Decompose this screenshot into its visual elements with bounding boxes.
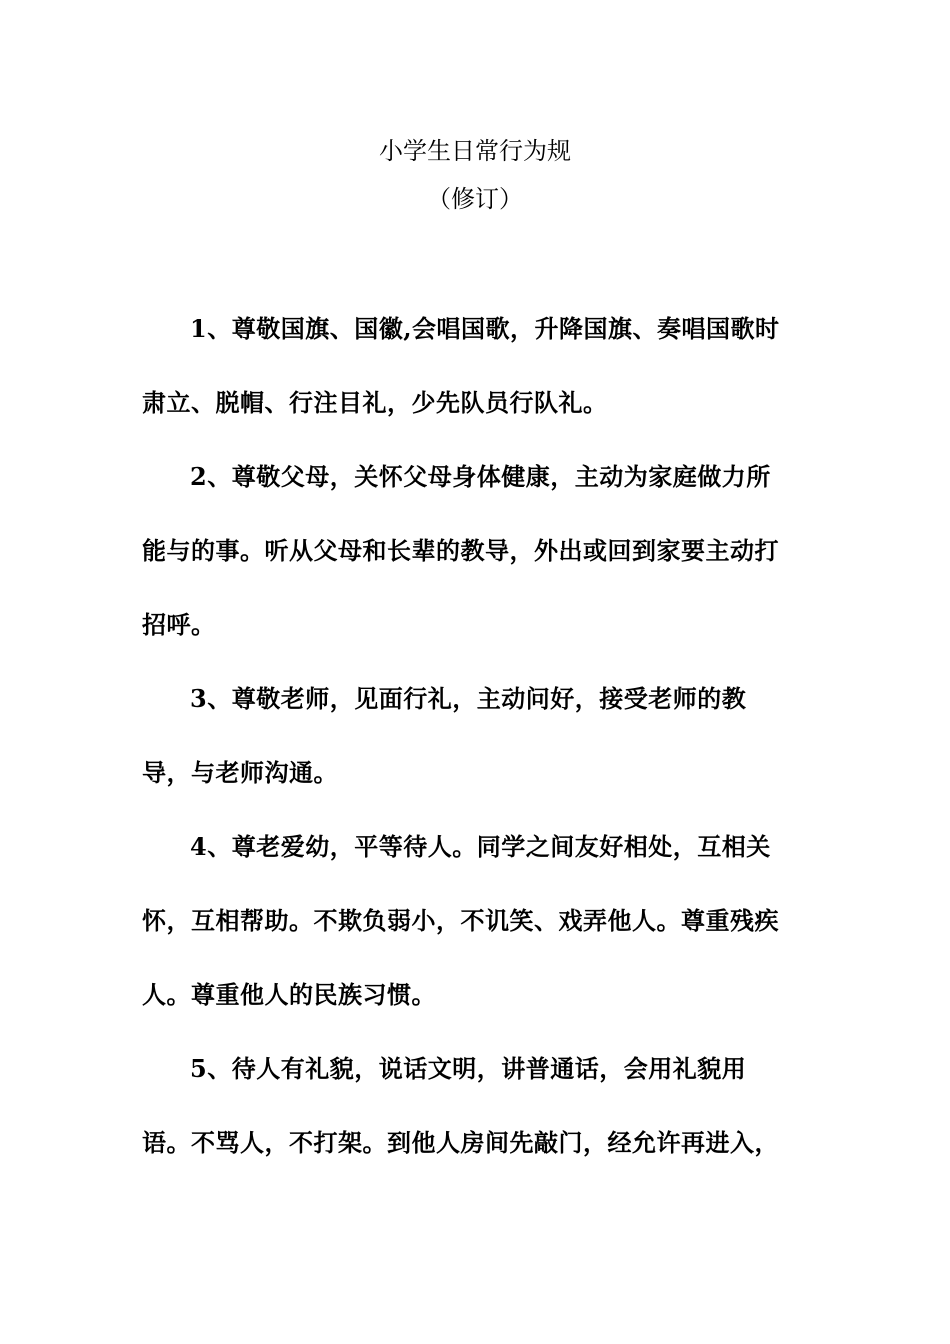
rule-line: 1、尊敬国旗、国徽,会唱国歌，升降国旗、奏唱国歌时 [190, 314, 780, 343]
rule-line: 能与的事。听从父母和长辈的教导，外出或回到家要主动打 [142, 536, 779, 565]
rule-line: 2、尊敬父母，关怀父母身体健康，主动为家庭做力所 [190, 462, 771, 491]
rule-line: 招呼。 [142, 610, 216, 639]
rule-line: 怀，互相帮助。不欺负弱小，不讥笑、戏弄他人。尊重残疾 [142, 906, 779, 935]
rule-item [142, 1032, 812, 1180]
rule-line: 导，与老师沟通。 [142, 758, 338, 787]
rule-item [142, 292, 812, 440]
document-subtitle: （修订） [427, 185, 523, 213]
rule-line: 语。不骂人，不打架。到他人房间先敲门，经允许再进入， [142, 1128, 779, 1157]
rule-item [142, 810, 812, 1032]
rule-item [142, 440, 812, 662]
rule-item [142, 662, 812, 810]
rule-line: 5、待人有礼貌，说话文明，讲普通话，会用礼貌用 [190, 1054, 747, 1083]
rule-line: 3、尊敬老师，见面行礼，主动问好，接受老师的教 [190, 684, 747, 713]
rules-list [142, 292, 812, 1180]
rule-line: 人。尊重他人的民族习惯。 [142, 980, 436, 1009]
rule-line: 4、尊老爱幼，平等待人。同学之间友好相处，互相关 [190, 832, 771, 861]
document-title: 小学生日常行为规 [379, 137, 571, 165]
rule-line: 肃立、脱帽、行注目礼，少先队员行队礼。 [142, 388, 608, 417]
